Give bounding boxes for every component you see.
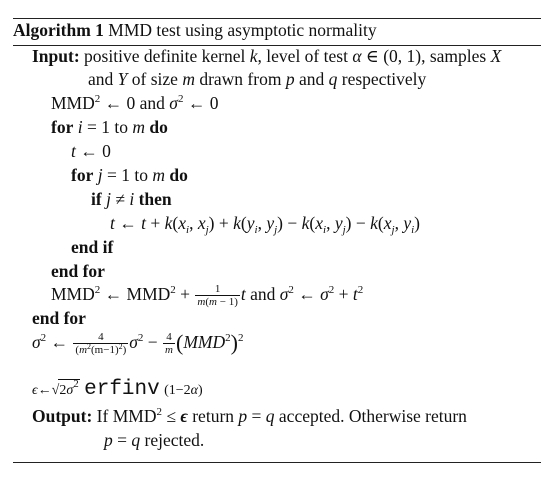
then-keyword: then — [138, 189, 172, 209]
end-if-line — [71, 236, 113, 258]
input-line-2 — [88, 68, 426, 90]
init-line: MMD$^2$ ← 0 and $\sigma^2$ ← 0 — [51, 93, 219, 113]
do-keyword-inner: do — [169, 165, 188, 185]
do-keyword-outer: do — [149, 117, 168, 137]
fraction-4-over-m2-m-1-2: $\frac{4}{(m^2(m-1)^2)}$ — [75, 331, 127, 357]
algorithm-label: Algorithm 1 — [13, 20, 104, 40]
for-inner-line: for j = 1 to m do — [71, 165, 188, 185]
update-t-line: t ← $t + k(x_i$, $x_j) + k(y_i$, $y_j) - k(x_i$, $y_j) - k(x_j$, $y_i$) — [110, 213, 420, 236]
output-line-1: Output: If $MMD^2 \le \epsilon$ return p = q accepted. Otherwise return — [32, 406, 467, 426]
t-init-line: t ← 0 — [71, 141, 111, 161]
bottom-rule — [13, 462, 541, 463]
input-keyword: Input: — [32, 46, 80, 66]
for-outer-line: for i = 1 to m do — [51, 117, 168, 137]
input-line-1 — [32, 45, 501, 67]
if-keyword: if — [91, 189, 102, 209]
epsilon-line: $\epsilon\leftarrow√2\sigma^2$ erfinv (1−2α) — [32, 378, 203, 401]
end-if-keyword: end if — [71, 237, 114, 257]
for-inner-keyword: for — [71, 165, 94, 185]
erfinv-function: erfinv — [84, 378, 160, 401]
output-line-2: p = q rejected. — [104, 430, 205, 450]
algorithm-title: MMD test using asymptotic normality — [108, 20, 377, 40]
if-line: if j ≠ i then — [91, 189, 172, 209]
end-for-inner-line — [51, 260, 105, 282]
end-for-inner-keyword: end for — [51, 261, 105, 281]
fraction-1-over-m-m-1: $\frac{1}{m(m - 1)}$ — [197, 283, 238, 309]
input-text-1: positive definite kernel k, level of test α ∈ (0, 1), samples X — [84, 46, 502, 66]
algorithm-caption — [13, 19, 377, 41]
input-text-2: and Y of size m drawn from p and q respectively — [88, 69, 427, 89]
end-for-outer-line — [32, 307, 86, 329]
update-mmd-line: MMD$^2$ ← $MMD^2$ + $\frac{1}{m(m - 1)}$ t and $\sigma^2$ ← $\sigma^2 + t^2$ — [51, 283, 364, 309]
output-keyword: Output: — [32, 406, 93, 426]
for-outer-keyword: for — [51, 117, 74, 137]
fraction-4-over-m: $\frac{4}{m}$ — [165, 331, 173, 357]
end-for-outer-keyword: end for — [32, 308, 86, 328]
sigma-final-line: $\sigma^2$ ← $\frac{4}{(m^2(m-1)^2)}$ $\sigma^2$ − $\frac{4}{m}$ $(MMD^2)^2$ — [32, 330, 244, 357]
